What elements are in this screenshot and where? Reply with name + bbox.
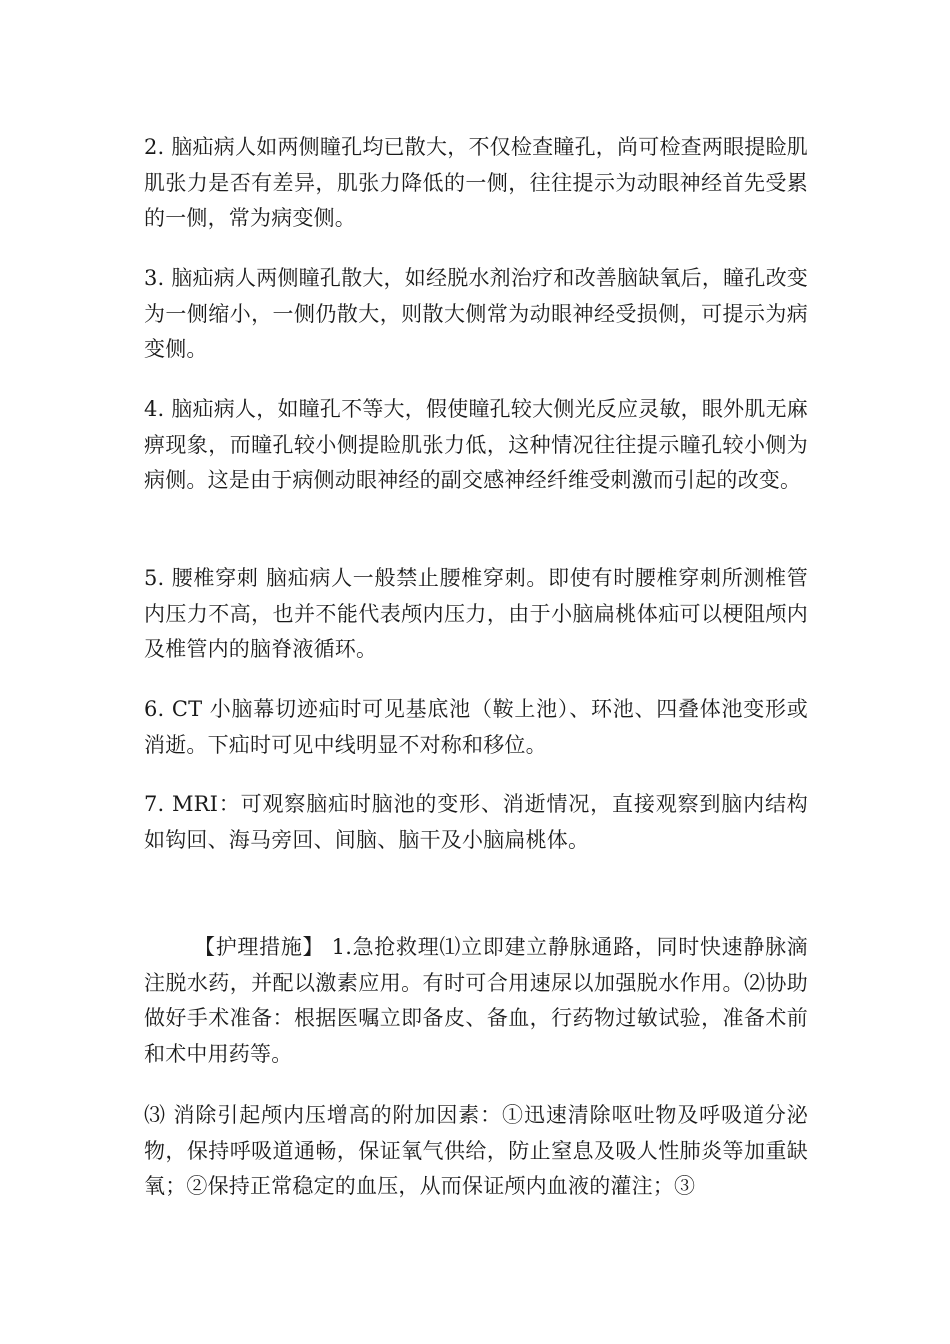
additional-factors-paragraph: ⑶ 消除引起颅内压增高的附加因素：①迅速清除呕吐物及呼吸道分泌物，保持呼吸道通畅，保证氧气供给，防止窒息及吸人性肺炎等加重缺氧；②保持正常稳定的血压，从而保证颅内血液的灌注；③ bbox=[144, 1103, 808, 1198]
paragraph-3: 3. 脑疝病人两侧瞳孔散大，如经脱水剂治疗和改善脑缺氧后，瞳孔改变为一侧缩小，一侧仍散大，则散大侧常为动眼神经受损侧，可提示为病变侧。 bbox=[144, 266, 808, 361]
paragraph-6: 6. CT 小脑幕切迹疝时可见基底池（鞍上池）、环池、四叠体池变形或消逝。下疝时可见中线明显不对称和移位。 bbox=[144, 697, 808, 757]
paragraph-2: 2. 脑疝病人如两侧瞳孔均已散大，不仅检查瞳孔，尚可检查两眼提睑肌肌张力是否有差异，肌张力降低的一侧，往往提示为动眼神经首先受累的一侧，常为病变侧。 bbox=[144, 135, 808, 230]
paragraph-7: 7. MRI：可观察脑疝时脑池的变形、消逝情况，直接观察到脑内结构如钩回、海马旁回、间脑、脑干及小脑扁桃体。 bbox=[144, 792, 808, 852]
paragraph-4: 4. 脑疝病人，如瞳孔不等大，假使瞳孔较大侧光反应灵敏，眼外肌无麻痹现象，而瞳孔较小侧提睑肌张力低，这种情况往往提示瞳孔较小侧为病侧。这是由于病侧动眼神经的副交感神经纤维受刺激而引起的改变。 bbox=[144, 397, 808, 492]
nursing-measures-paragraph: 【护理措施】 1.急抢救理⑴立即建立静脉通路，同时快速静脉滴注脱水药，并配以激素应用。有时可合用速尿以加强脱水作用。⑵协助做好手术准备：根据医嘱立即备皮、备血，行药物过敏试验，准备术前和术中用药等。 bbox=[144, 935, 808, 1066]
paragraph-5: 5. 腰椎穿刺 脑疝病人一般禁止腰椎穿刺。即使有时腰椎穿刺所测椎管内压力不高，也并不能代表颅内压力，由于小脑扁桃体疝可以梗阻颅内及椎管内的脑脊液循环。 bbox=[144, 566, 808, 661]
